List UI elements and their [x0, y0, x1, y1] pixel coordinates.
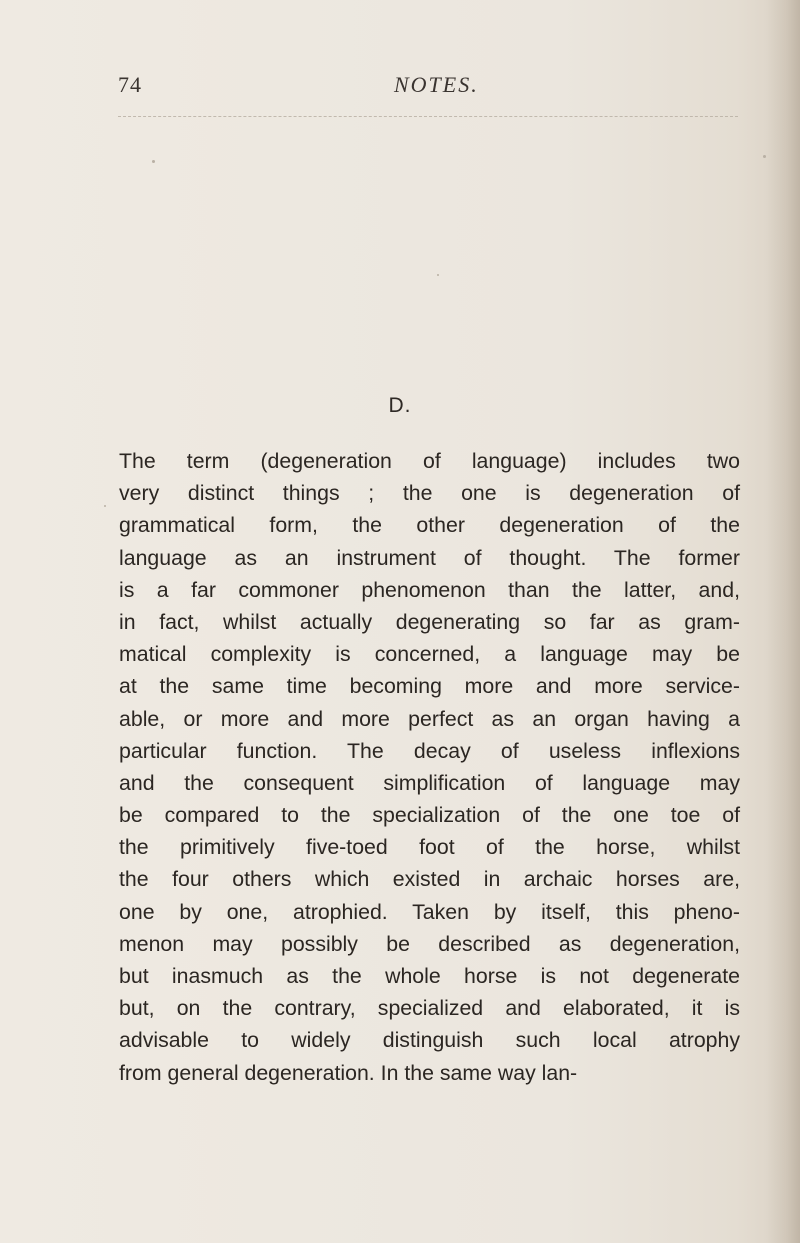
text-line: matical complexity is concerned, a language may be	[119, 642, 740, 667]
text-line: the primitively five-toed foot of the horse, whilst	[119, 835, 740, 860]
text-line: able, or more and more perfect as an organ having a	[119, 706, 740, 731]
running-head	[118, 68, 738, 108]
text-line: is a far commoner phenomenon than the latter, and,	[119, 577, 740, 602]
text-line: the four others which existed in archaic horses are,	[119, 867, 740, 892]
text-line: menon may possibly be described as degeneration,	[119, 931, 740, 956]
text-line: but inasmuch as the whole horse is not degenerate	[119, 964, 740, 988]
text-line: language as an instrument of thought. The former	[119, 545, 740, 570]
text-line: but, on the contrary, specialized and elaborated, it is	[119, 996, 740, 1021]
text-line: The term (degeneration of language) includes two	[119, 449, 740, 473]
text-line: from general degeneration. In the same way lan-	[119, 1060, 578, 1085]
running-head-title: NOTES.	[394, 72, 479, 97]
text-line: particular function. The decay of useless inflexions	[119, 738, 740, 763]
text-line: one by one, atrophied. Taken by itself, this pheno-	[119, 899, 740, 924]
text-line: at the same time becoming more and more service-	[119, 674, 740, 699]
paper-speck	[437, 274, 439, 276]
text-line: in fact, whilst actually degenerating so far as gram-	[119, 609, 740, 634]
paper-speck	[104, 505, 106, 507]
body-paragraph	[119, 445, 740, 1089]
text-line: very distinct things ; the one is degeneration of	[119, 481, 740, 506]
text-line: grammatical form, the other degeneration of the	[119, 513, 740, 538]
text-line: be compared to the specialization of the one toe of	[119, 803, 740, 828]
paper-speck	[152, 160, 155, 163]
page-edge-shadow	[766, 0, 800, 1243]
paper-speck	[763, 155, 766, 158]
section-label: D.	[388, 394, 412, 417]
text-line: advisable to widely distinguish such local atrophy	[119, 1028, 740, 1053]
running-head-rule	[118, 116, 738, 117]
text-line: and the consequent simplification of language may	[119, 770, 740, 795]
page-number: 74	[118, 72, 142, 97]
